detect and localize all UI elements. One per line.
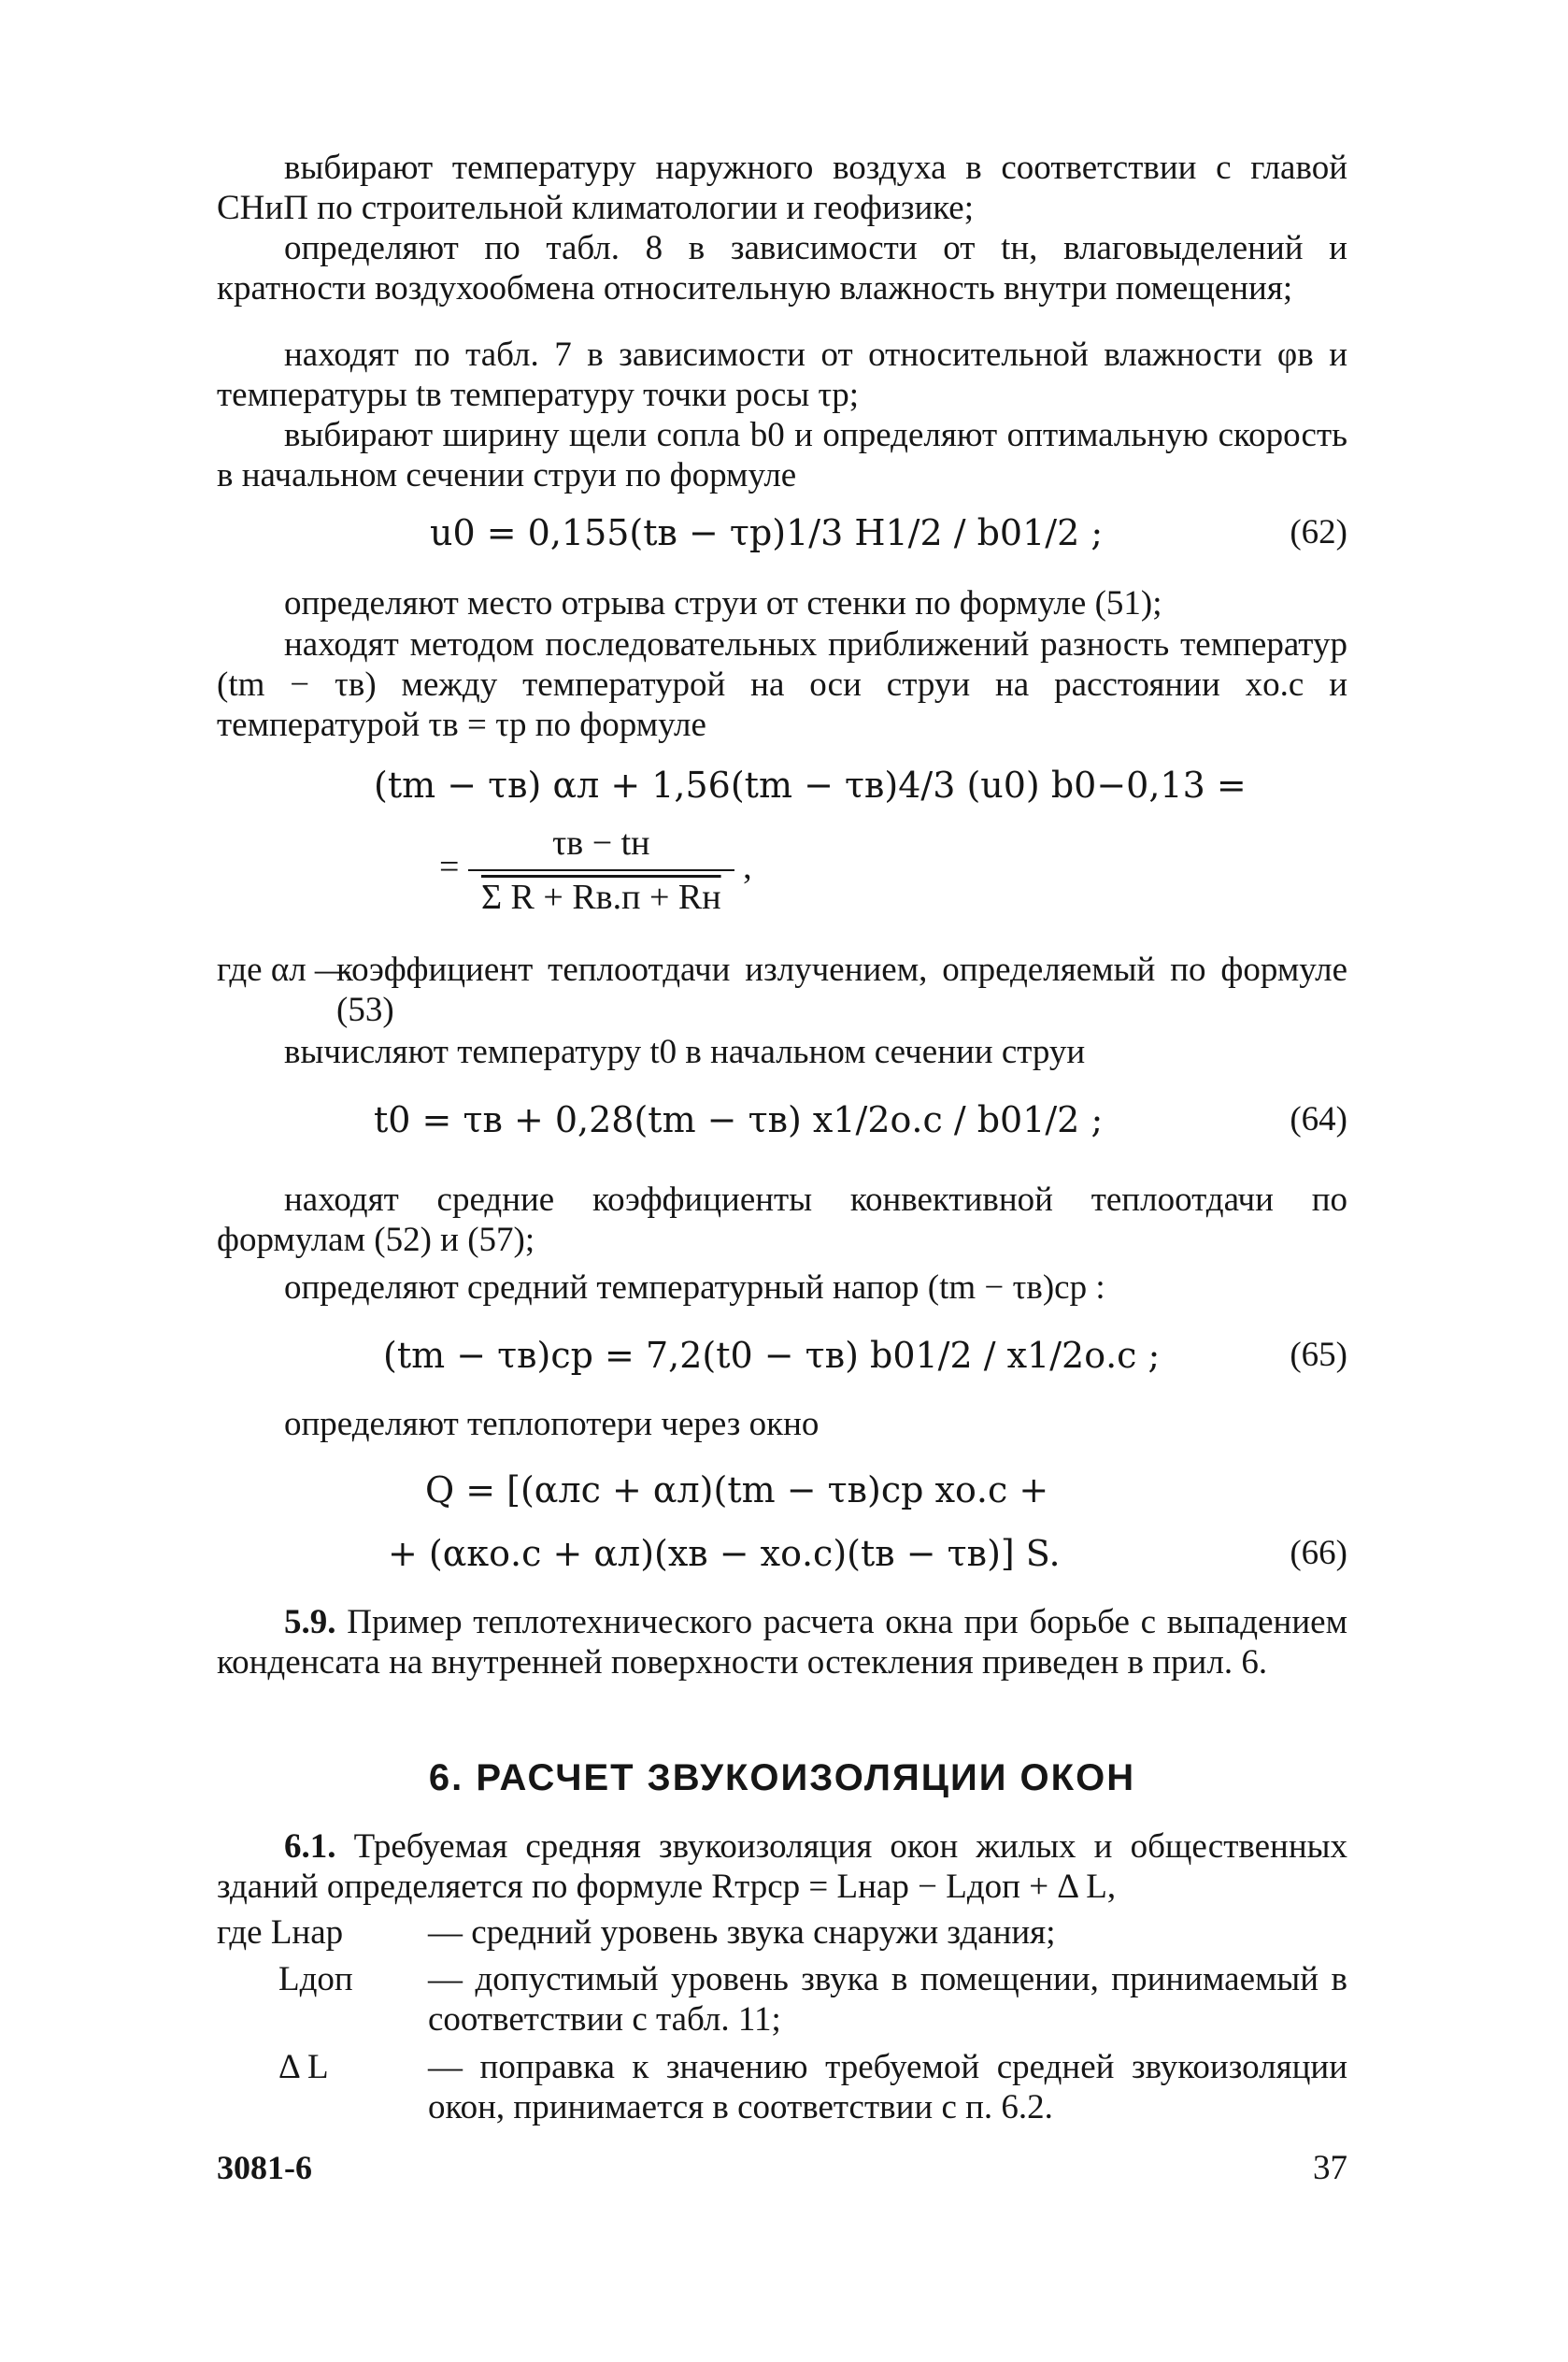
paragraph-heat-loss: определяют теплопотери через окно xyxy=(284,1405,820,1443)
page-number: 37 xyxy=(1313,2149,1347,2187)
paragraph-temperature-difference: находят методом последовательных приближений разность температур (tm − τв) между температурой на оси струи на расстоянии xо.с и температурой τв = τр по формуле xyxy=(217,625,1347,744)
paragraph-6-1 xyxy=(217,1826,1347,1907)
definition-desc-l-nar: — средний уровень звука снаружи здания; xyxy=(428,1913,1056,1952)
definition-term-l-dop: Lдоп xyxy=(278,1960,353,1998)
formula-65: (tm − τв)ср = 7,2(t0 − τв) b01/2 / x1/2о.с ; xyxy=(383,1335,1161,1376)
formula-63-denominator: Σ R + Rв.п + Rн xyxy=(480,878,721,917)
where-alpha-description: коэффициент теплоотдачи излучением, определяемый по формуле (53) xyxy=(336,951,1347,1029)
paragraph-jet-separation: определяют место отрыва струи от стенки по формуле (51); xyxy=(284,584,1162,623)
definition-term-delta-l: Δ L xyxy=(278,2048,329,2086)
footer-document-code: 3081-6 xyxy=(217,2149,312,2186)
formula-64: t0 = τв + 0,28(tm − τв) x1/2о.с / b01/2 ; xyxy=(374,1099,1104,1140)
where-alpha-term: где αл — xyxy=(217,951,349,989)
formula-66-line1: Q = [(αлс + αл)(tm − τв)ср xо.с + xyxy=(425,1469,1049,1510)
paragraph-5-9 xyxy=(217,1602,1347,1682)
definition-term-l-nar: где Lнар xyxy=(217,1913,344,1952)
where-alpha-definition xyxy=(217,950,1347,1032)
formula-65-number: (65) xyxy=(1290,1336,1347,1374)
formula-66-line2: + (αко.с + αл)(xв − xо.с)(tв − τв)] S. xyxy=(388,1533,1061,1574)
section-number-5-9: 5.9. xyxy=(284,1603,336,1641)
paragraph-convective-coefficients: находят средние коэффициенты конвективной теплоотдачи по формулам (52) и (57); xyxy=(217,1181,1347,1259)
comma: , xyxy=(743,847,752,887)
formula-64-number: (64) xyxy=(1290,1100,1347,1138)
formula-62-number: (62) xyxy=(1290,513,1347,551)
paragraph-6-1-text: Требуемая средняя звукоизоляция окон жилых и общественных зданий определяется по формуле Rтрср = Lнар − Lдоп + Δ L, xyxy=(217,1827,1347,1906)
paragraph-relative-humidity: определяют по табл. 8 в зависимости от tн, влаговыделений и кратности воздухообмена относительную влажность внутри помещения; xyxy=(217,229,1347,308)
paragraph-dew-point: находят по табл. 7 в зависимости от относительной влажности φв и температуры tв температуру точки росы τр; xyxy=(217,336,1347,414)
paragraph-nozzle-width: выбирают ширину щели сопла b0 и определяют оптимальную скорость в начальном сечении струи по формуле xyxy=(217,416,1347,494)
definition-desc-delta-l: — поправка к значению требуемой средней звукоизоляции окон, принимается в соответствии с п. 6.2. xyxy=(428,2048,1347,2126)
formula-62: u0 = 0,155(tв − τр)1/3 H1/2 / b01/2 ; xyxy=(430,512,1104,553)
section-heading: 6. РАСЧЕТ ЗВУКОИЗОЛЯЦИИ ОКОН xyxy=(428,1757,1136,1798)
definition-desc-l-dop: — допустимый уровень звука в помещении, принимаемый в соответствии с табл. 11; xyxy=(428,1960,1347,2039)
paragraph-5-9-text: Пример теплотехнического расчета окна при борьбе с выпадением конденсата на внутренней поверхности остекления приведен в прил. 6. xyxy=(217,1603,1347,1682)
formula-66-number: (66) xyxy=(1290,1534,1347,1572)
section-number-6-1: 6.1. xyxy=(284,1827,336,1866)
formula-63-top: (tm − τв) αл + 1,56(tm − τв)4/3 (u0) b0−0,13 = xyxy=(374,765,1247,806)
paragraph-outdoor-temperature: выбирают температуру наружного воздуха в соответствии с главой СНиП по строительной климатологии и геофизике; xyxy=(217,149,1347,227)
paragraph-temperature-head: определяют средний температурный напор (tm − τв)ср : xyxy=(284,1268,1105,1307)
paragraph-initial-temperature: вычисляют температуру t0 в начальном сечении струи xyxy=(284,1033,1086,1071)
formula-63-numerator: τв − tн xyxy=(468,823,734,871)
formula-63-fraction xyxy=(439,823,752,918)
equals-sign: = xyxy=(439,847,468,887)
